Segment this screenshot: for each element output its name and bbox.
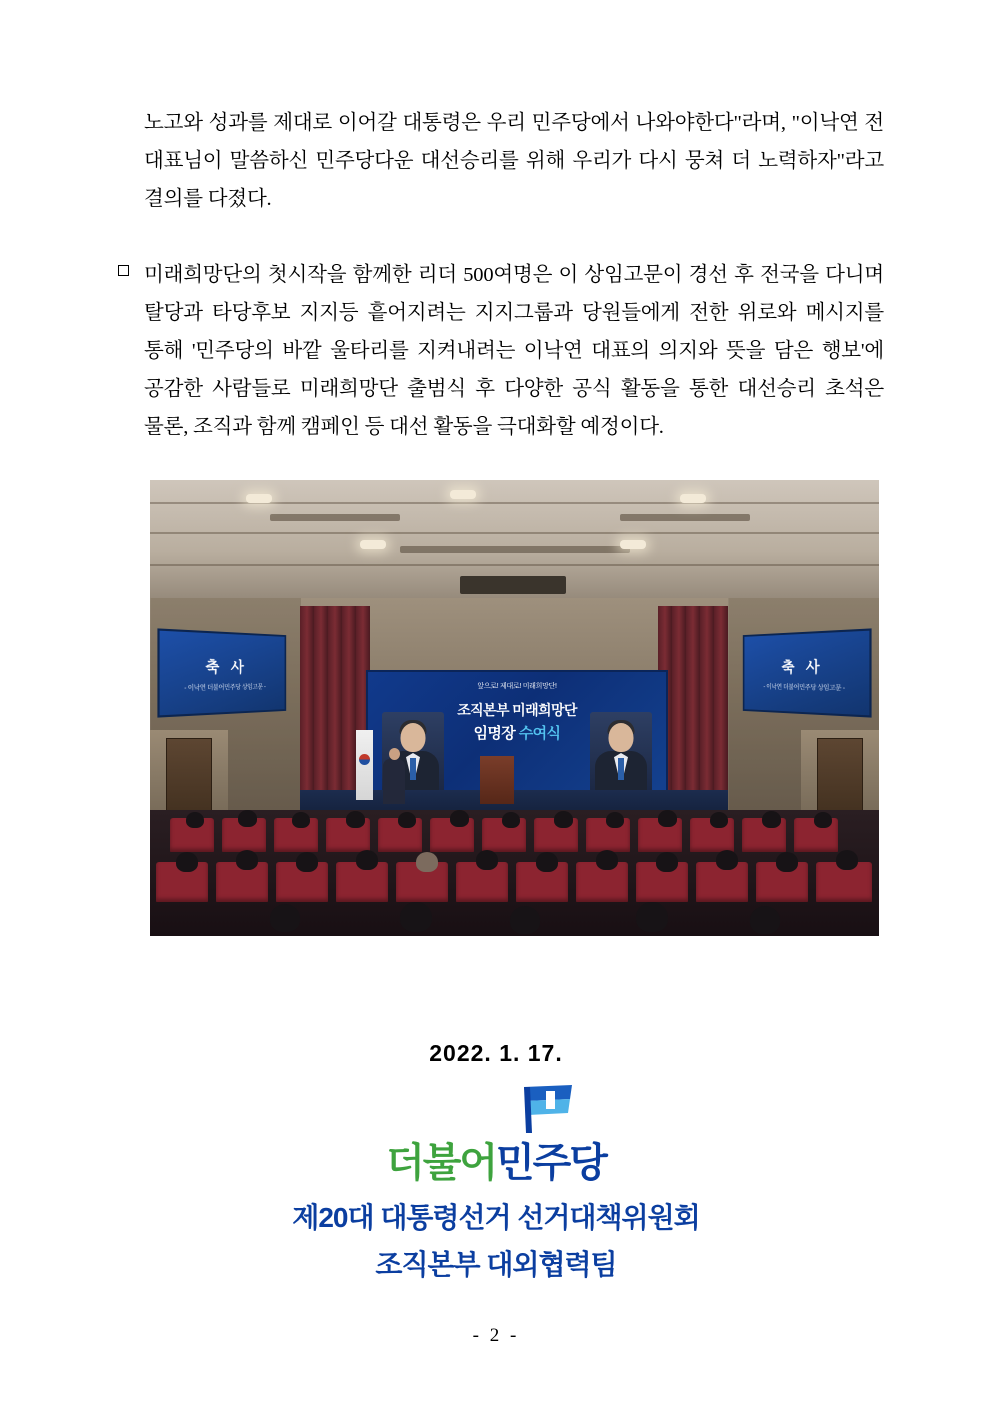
side-screen-left xyxy=(157,628,286,717)
banner-sub-highlight: 수여식 xyxy=(518,725,561,742)
stage-banner xyxy=(366,670,668,796)
speaker-person xyxy=(382,748,406,804)
podium xyxy=(480,756,514,804)
hall-door-right xyxy=(817,738,863,818)
hall-door-left xyxy=(166,738,212,818)
paragraph-2: 미래희망단의 첫시작을 함께한 리더 500여명은 이 상임고문이 경선 후 전국을 다니며 탈당과 타당후보 지지등 흩어지려는 지지그룹과 당원들에게 전한 위로와 메시지를 통해 '민주당의 바깥 울타리를 지켜내려는 이낙연 대표의 의지와 뜻을 담은 행보'에 공감한 사람들로 미래희망단 출범식 후 다양한 공식 활동을 통한 대선승리 초석은 물론, 조직과 함께 캠페인 등 대선 활동을 극대화할 예정이다. xyxy=(144,264,884,438)
side-screen-right-title: 축 사 xyxy=(781,658,824,677)
photo-scene xyxy=(150,480,879,936)
event-photo xyxy=(150,480,879,936)
side-screen-left-title: 축 사 xyxy=(205,658,248,677)
portrait-right xyxy=(590,712,652,794)
national-flag xyxy=(356,730,373,800)
organization-line-1: 제20대 대통령선거 선거대책위원회 xyxy=(292,1202,700,1233)
side-screen-right xyxy=(743,628,872,717)
party-flag-icon xyxy=(520,1083,576,1135)
body-content xyxy=(118,104,884,446)
organization-line-2: 조직본부 대외협력팀 xyxy=(375,1249,617,1280)
document-date: 2022. 1. 17. xyxy=(429,1040,563,1066)
square-bullet-icon xyxy=(118,265,129,276)
paragraph-1: 노고와 성과를 제대로 이어갈 대통령은 우리 민주당에서 나와야한다"라며, "이낙연 전 대표님이 말씀하신 민주당다운 대선승리를 위해 우리가 다시 뭉쳐 더 노력하자"라고 결의를 다졌다. xyxy=(144,112,884,210)
banner-main-text: 조직본부 미래희망단 xyxy=(457,702,577,718)
page-number: - 2 - xyxy=(472,1325,520,1346)
bulleted-paragraph-2 xyxy=(118,256,884,446)
party-logo xyxy=(0,1085,992,1185)
side-screen-left-subtitle: - 이낙연 더불어민주당 상임고문 - xyxy=(184,683,266,692)
banner-sub-main: 임명장 xyxy=(473,725,516,742)
banner-top-text: 앞으로! 제대로! 미래희망단! xyxy=(477,683,557,690)
side-screen-right-subtitle: - 이낙연 더불어민주당 상임고문 - xyxy=(763,683,845,692)
logo-text-green: 더불어 xyxy=(386,1141,496,1185)
ceiling xyxy=(150,480,879,610)
logo-text-blue: 민주당 xyxy=(496,1141,606,1185)
stage-curtain-right xyxy=(658,606,728,818)
audience-area xyxy=(150,810,879,936)
